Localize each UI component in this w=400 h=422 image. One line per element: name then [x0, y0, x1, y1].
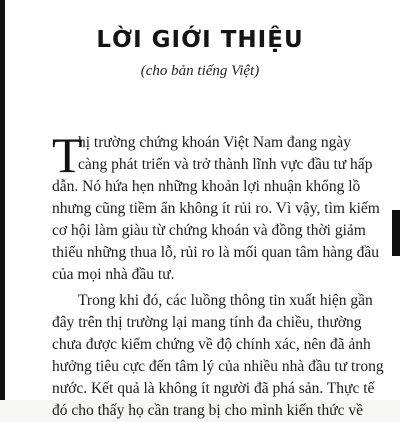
text-line: của mọi nhà đầu tư. — [52, 266, 175, 283]
page-subtitle: (cho bản tiếng Việt) — [140, 63, 260, 79]
text-line: hưởng tiêu cực đến tâm lý của nhiều nhà đầu tư trong — [52, 358, 384, 375]
text-line: nhưng cũng tiềm ẩn không ít rủi ro. Vì vậy, tìm kiếm — [52, 200, 380, 217]
text-line: thiểu những thua lỗ, rủi ro là mối quan tâm hàng đầu — [52, 244, 379, 261]
text-line: càng phát triển và trở thành lĩnh vực đầu tư hấp — [78, 156, 373, 173]
line-text: hị trường chứng khoán Việt Nam đang ngày — [78, 134, 352, 151]
page-edge-bar — [0, 0, 5, 400]
text-line: chưa được kiểm chứng về độ chính xác, nên đã ảnh — [52, 336, 371, 353]
page-edge-tab — [392, 210, 400, 256]
body-text — [52, 127, 384, 422]
text-line: đó cho thấy họ cần trang bị cho mình kiến thức về — [52, 402, 363, 419]
text-line: dẫn. Nó hứa hẹn những khoản lợi nhuận khổng lồ — [52, 178, 361, 195]
text-line: đây trên thị trường lại mang tính đa chiều, thường — [52, 314, 362, 331]
drop-cap: T — [52, 127, 83, 183]
page-title: LỜI GIỚI THIỆU — [96, 27, 304, 53]
text-line: nước. Kết quả là không ít người đã phá sản. Thực tế — [52, 380, 375, 397]
text-line: cơ hội làm giàu từ chứng khoán và đồng thời giảm — [52, 222, 366, 239]
text-line: Trong khi đó, các luồng thông tin xuất hiện gần — [78, 292, 373, 309]
